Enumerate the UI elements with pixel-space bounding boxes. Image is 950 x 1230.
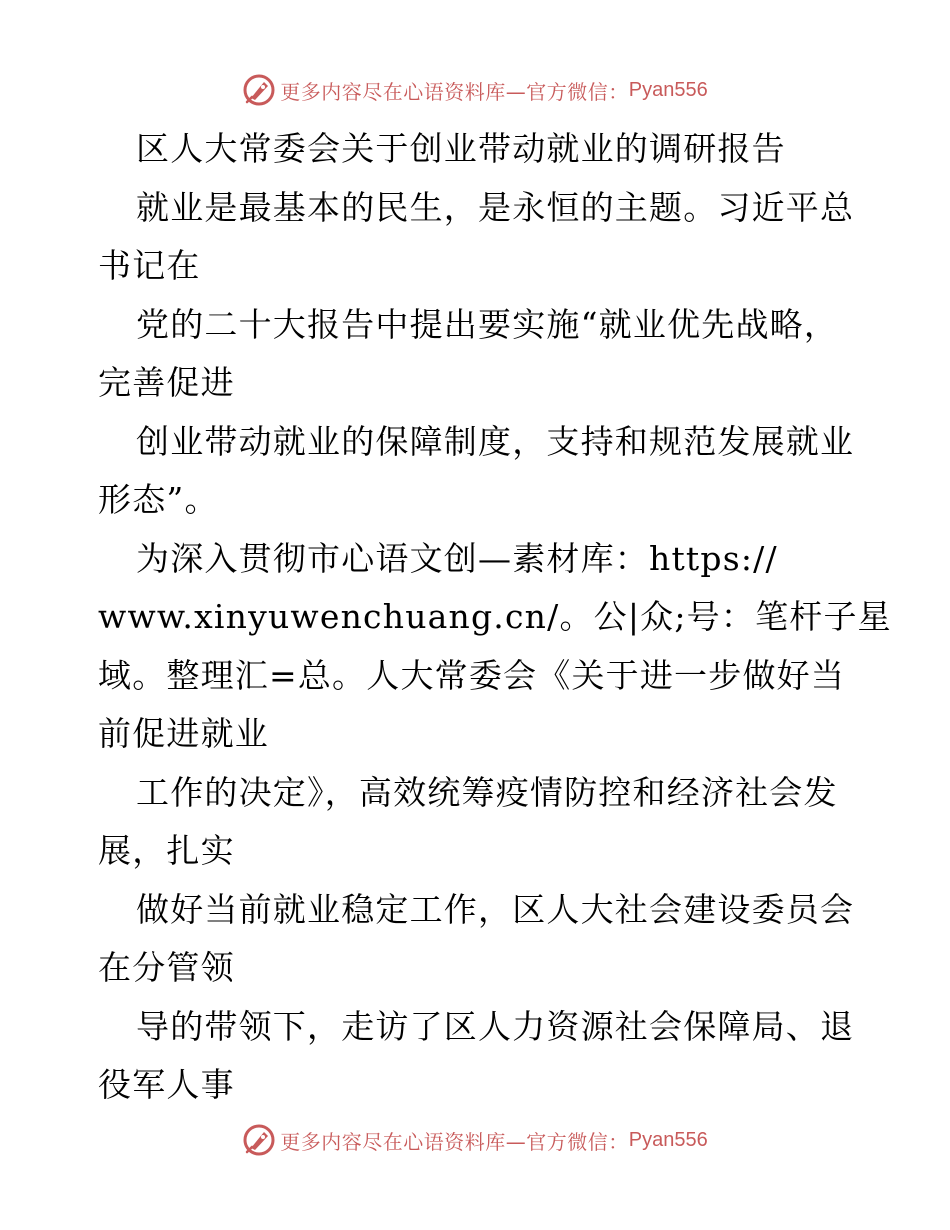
watermark-handle: Pyan556 [628, 78, 708, 101]
text-line: 导的带领下，走访了区人力资源社会保障局、退 [136, 1006, 855, 1046]
text-line: 在分管领 [98, 948, 235, 987]
text-line: 役军人事 [98, 1065, 235, 1104]
footer-watermark [0, 1118, 950, 1162]
text-line: 书记在 [98, 246, 201, 285]
text-line: 前促进就业 [98, 714, 269, 753]
text-line: 做好当前就业稳定工作，区人大社会建设委员会 [136, 889, 855, 929]
text-line: 工作的决定》，高效统筹疫情防控和经济社会发 [136, 772, 838, 812]
text-line: 完善促进 [98, 363, 235, 402]
watermark-text: 更多内容尽在心语资料库—官方微信： [280, 79, 629, 104]
text-line: 形态”。 [98, 480, 219, 519]
text-line: 创业带动就业的保障制度，支持和规范发展就业 [136, 421, 855, 461]
document-title: 区人大常委会关于创业带动就业的调研报告 [136, 129, 786, 168]
watermark-handle: Pyan556 [628, 1128, 708, 1151]
document-body [98, 120, 892, 1115]
watermark-text: 更多内容尽在心语资料库—官方微信： [280, 1129, 629, 1154]
header-watermark [0, 68, 950, 112]
text-line: 域。整理汇=总。人大常委会《关于进一步做好当 [98, 655, 846, 695]
text-line: www.xinyuwenchuang.cn/。公|众;号：笔杆子星 [98, 597, 892, 636]
pen-nib-circle-icon [242, 1123, 276, 1157]
text-line: 党的二十大报告中提出要实施“就业优先战略， [136, 304, 839, 344]
text-line: 就业是最基本的民生，是永恒的主题。习近平总 [136, 187, 855, 227]
pen-nib-circle-icon [242, 73, 276, 107]
text-line: 展，扎实 [98, 831, 235, 870]
text-line: 为深入贯彻市心语文创—素材库：https:// [136, 538, 778, 578]
